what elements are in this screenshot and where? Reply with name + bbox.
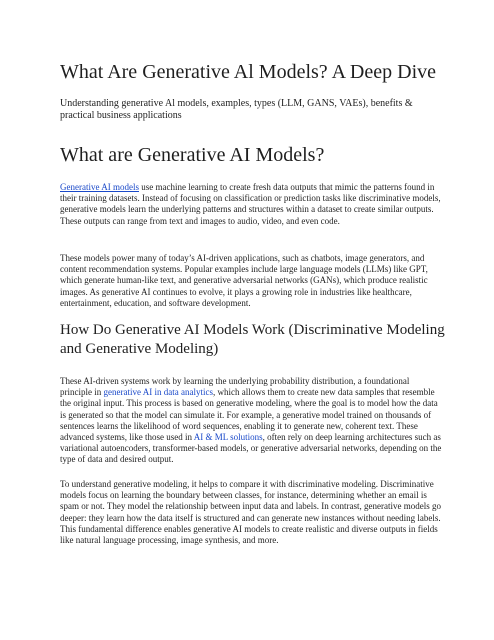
generative-ai-data-analytics-link[interactable]: generative AI in data analytics [103, 387, 213, 398]
paragraph-3 [60, 376, 442, 466]
document-title: What Are Generative Al Models? A Deep Dive [60, 61, 436, 83]
subsection-heading: How Do Generative AI Models Work (Discriminative Modeling and Generative Modeling) [60, 322, 445, 357]
document-subtitle: Understanding generative Al models, examples, types (LLM, GANS, VAEs), benefits & practical business applications [60, 98, 413, 121]
paragraph-2: These models power many of today’s AI-driven applications, such as chatbots, image generators, and content recommendation systems. Popular examples include large language models (LLMs) like GPT, which generate human-like text, and generative adversarial networks (GANs), which produce realistic images. As generative AI continues to evolve, it plays a growing role in industries like healthcare, entertainment, education, and software development. [60, 253, 428, 308]
paragraph-1-text: use machine learning to create fresh data outputs that mimic the patterns found in their training datasets. Instead of focusing on classification or prediction tasks like discriminative models, generative models learn the underlying patterns and structures within a dataset to create similar outputs. These outputs can range from text and images to audio, video, and even code. [60, 182, 441, 226]
generative-ai-models-link[interactable]: Generative AI models [60, 182, 139, 192]
paragraph-4: To understand generative modeling, it helps to compare it with discriminative modeling. Discriminative models focus on learning the boundary between classes, for instance, determining whether an email is spam or not. They model the relationship between input data and labels. In contrast, generative models go deeper: they learn how the data itself is structured and can generate new instances without needing labels. This fundamental difference enables generative AI models to create realistic and diverse outputs in fields like natural language processing, image synthesis, and more. [60, 479, 441, 546]
paragraph-3-text-middle: , which allows them to create new data samples that resemble the original input. This process is based on generative modeling, where the goal is to model how the data is generated so that the model can simulate it. For example, a generative model trained on thousands of sentences learns the likelihood of word sequences, enabling it to generate new, coherent text. These advanced systems, like those used in [60, 387, 438, 443]
paragraph-3-text-before: These AI-driven systems work by learning the underlying probability distribution, a foundational principle in [60, 376, 410, 398]
ai-ml-solutions-link[interactable]: AI & ML solutions [193, 432, 263, 443]
paragraph-3-text-after: , often rely on deep learning architectures such as variational autoencoders, transformer-based models, or generative adversarial networks, depending on the type of data and desired output. [60, 432, 442, 465]
section-heading: What are Generative AI Models? [60, 144, 325, 166]
paragraph-1 [60, 182, 442, 227]
